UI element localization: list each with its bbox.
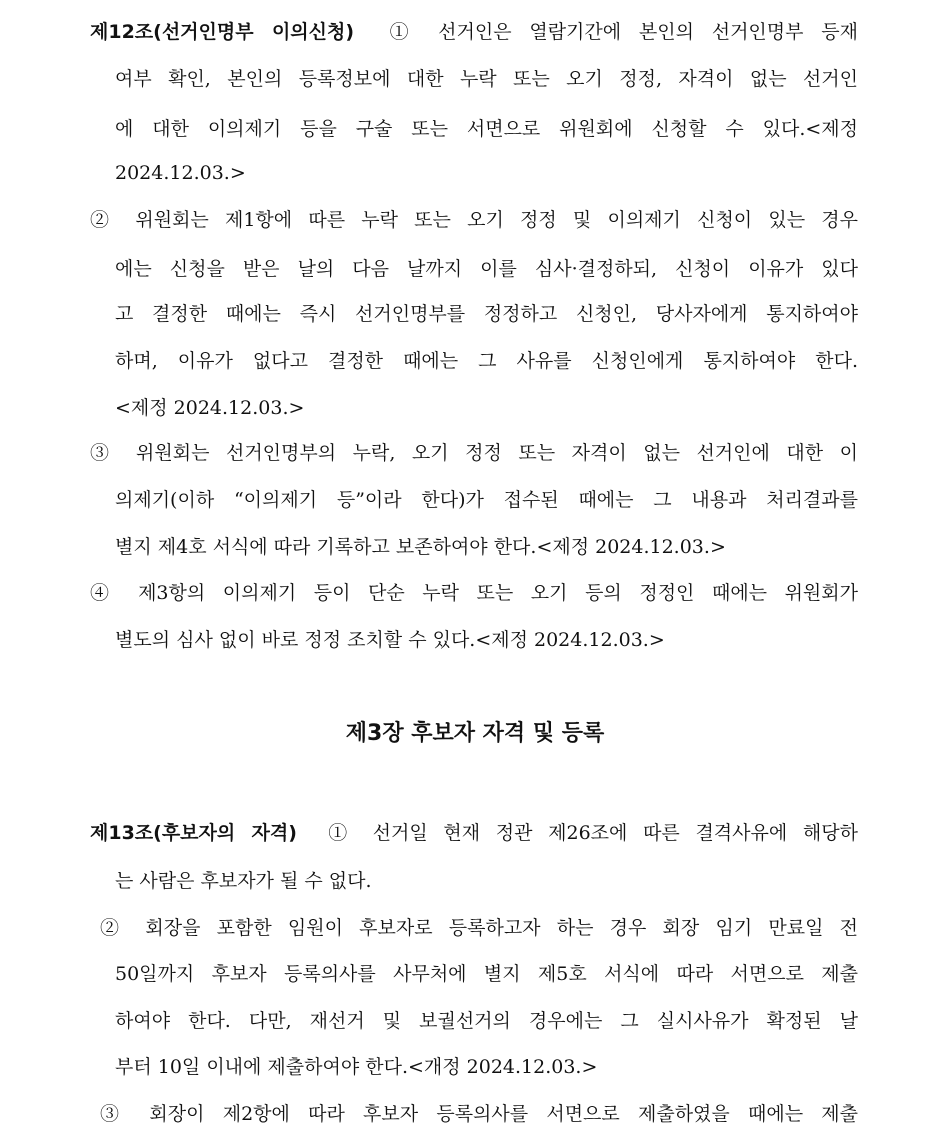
article-13-line: 는 사람은 후보자가 될 수 없다. — [115, 870, 372, 892]
article-12-line: 2024.12.03.> — [115, 162, 246, 184]
article-13-text: ① 선거일 현재 정관 제26조에 따른 결격사유에 해당하 — [328, 822, 858, 844]
article-12-line: 에 대한 이의제기 등을 구술 또는 서면으로 위원회에 신청할 수 있다.<제정 — [115, 118, 858, 140]
chapter-title: 제3장 후보자 자격 및 등록 — [345, 721, 605, 746]
article-13-heading: 제13조(후보자의 자격) — [90, 822, 297, 844]
article-13-paragraph-2: ② 회장을 포함한 임원이 후보자로 등록하고자 하는 경우 회장 임기 만료일 전 — [100, 917, 858, 939]
article-13-line: 50일까지 후보자 등록의사를 사무처에 별지 제5호 서식에 따라 서면으로 제출 — [115, 963, 858, 985]
article-12-text: ① 선거인은 열람기간에 본인의 선거인명부 등재 — [389, 21, 858, 43]
article-12-line: 여부 확인, 본인의 등록정보에 대한 누락 또는 오기 정정, 자격이 없는 선거인 — [115, 68, 858, 90]
article-12-paragraph-3: ③ 위원회는 선거인명부의 누락, 오기 정정 또는 자격이 없는 선거인에 대한 이 — [90, 442, 858, 464]
article-13-paragraph-3: ③ 회장이 제2항에 따라 후보자 등록의사를 서면으로 제출하였을 때에는 제출 — [100, 1103, 858, 1125]
article-13-line: 부터 10일 이내에 제출하여야 한다.<개정 2024.12.03.> — [115, 1056, 598, 1078]
article-12-paragraph-4: ④ 제3항의 이의제기 등이 단순 누락 또는 오기 등의 정정인 때에는 위원회가 — [90, 582, 858, 604]
article-12-line: 하며, 이유가 없다고 결정한 때에는 그 사유를 신청인에게 통지하여야 한다. — [115, 350, 858, 372]
article-12-line: <제정 2024.12.03.> — [115, 397, 305, 419]
article-12-first-line — [90, 20, 858, 44]
article-12-heading: 제12조(선거인명부 이의신청) — [90, 21, 355, 43]
article-13-first-line — [90, 821, 858, 845]
article-12-line: 별지 제4호 서식에 따라 기록하고 보존하여야 한다.<제정 2024.12.03.> — [115, 536, 726, 558]
article-12-line: 별도의 심사 없이 바로 정정 조치할 수 있다.<제정 2024.12.03.> — [115, 629, 665, 651]
article-12-line: 의제기(이하 “이의제기 등”이라 한다)가 접수된 때에는 그 내용과 처리결과를 — [115, 489, 858, 511]
article-12-line: 에는 신청을 받은 날의 다음 날까지 이를 심사·결정하되, 신청이 이유가 있다 — [115, 258, 858, 280]
article-12-line: 고 결정한 때에는 즉시 선거인명부를 정정하고 신청인, 당사자에게 통지하여야 — [115, 303, 858, 325]
article-13-line: 하여야 한다. 다만, 재선거 및 보궐선거의 경우에는 그 실시사유가 확정된 날 — [115, 1010, 858, 1032]
article-12-paragraph-2: ② 위원회는 제1항에 따른 누락 또는 오기 정정 및 이의제기 신청이 있는 경우 — [90, 209, 858, 231]
